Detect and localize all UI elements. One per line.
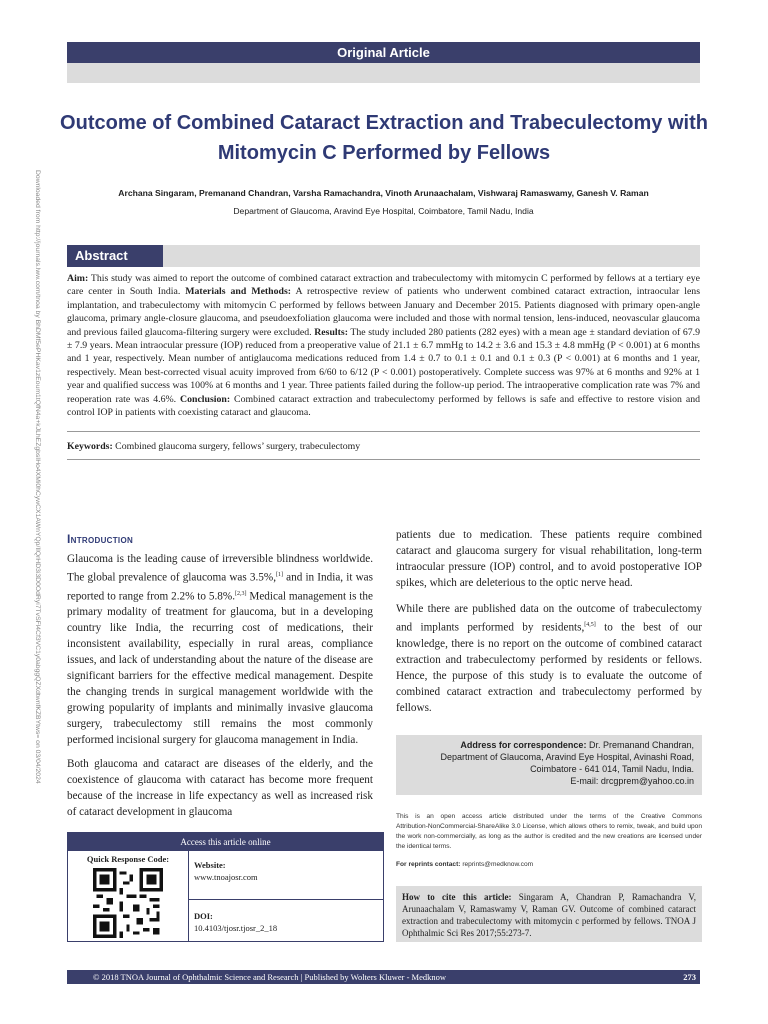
reprints-email[interactable]: reprints@medknow.com (460, 861, 534, 868)
intro-paragraph-2: Both glaucoma and cataract are diseases of the elderly, and the coexistence of glaucoma with cataract has become more frequent because of the increase in life expectancy as well as increased risk of cataract development in glaucoma (67, 758, 373, 819)
results-text: The study included 280 patients (282 eyes) with a mean age ± standard deviation of 67.9 ± 7.9 years. Mean intraocular pressure (IOP) reduced from a preoperative value of 21.1 ± 6.7 mmHg to 14.2 ± 3.6 and 15.3 ± 4.8 mmHg (P < 0.001) at 6 months and 1 year, respectively. Mean number of antiglaucoma medications reduced from 1.4 ± 0.7 to 0.1 ± 0.1 and 0.1 ± 0.3 (P < 0.001) at 6 months and 1 year, respectively. Mean best‑corrected visual acuity improved from 6/60 to 6/12 (P < 0.001) postoperatively. Complete success was 97% at 6 months and 92% at 1 year and qualified success was 100% at 6 months and 1 year. Three patients failed during the follow‑up period. The intraoperative complication rate was 7% and reoperation rate was 4.6%. (67, 326, 701, 405)
correspondence-box (396, 735, 702, 795)
correspondence-name: Dr. Premanand Chandran, (586, 740, 694, 750)
license-text: This is an open access article distributed under the terms of the Creative Commons Attribution‑NonCommercial‑ShareAlike 3.0 License, which allows others to remix, tweak, and build upon the work non‑commercially, as long as the author is credited and the new creations are licensed under the identical terms. (396, 813, 702, 850)
website-link[interactable]: www.tnoajosr.com (194, 872, 258, 882)
intro-p1-part-a: Glaucoma is the leading cause of irreversible blindness worldwide. The global prevalence of glaucoma was 3.5%, (67, 553, 373, 584)
correspondence-email[interactable]: E‑mail: drcgprem@yahoo.co.in (570, 776, 694, 786)
abstract-header (67, 245, 700, 267)
abstract-heading: Abstract (67, 245, 163, 267)
qr-label: Quick Response Code: (86, 854, 170, 864)
ref-1[interactable]: [1] (276, 572, 283, 578)
article-type-banner (67, 42, 700, 63)
article-title: Outcome of Combined Cataract Extraction and Trabeculectomy with Mitomycin C Performed by Fellows (60, 112, 708, 164)
introduction-heading: Introduction (67, 532, 134, 546)
license-notice (396, 812, 702, 870)
correspondence-line-0 (404, 739, 694, 751)
aim-label: Aim: (67, 273, 89, 284)
footer-accent (67, 970, 87, 984)
access-divider (188, 899, 383, 900)
intro-paragraph-3: patients due to medication. These patients require combined cataract and glaucoma surgery for visual rehabilitation, long‑term intraocular pressure (IOP) control, and to avoid postoperative IOP spikes, which are deleterious to the optic nerve head. (396, 529, 702, 589)
cite-label: How to cite this article: (402, 892, 512, 902)
results-label: Results: (314, 326, 348, 338)
website-block (194, 859, 258, 883)
abstract-section (67, 272, 700, 460)
intro-p4-part-a: While there are published data on the outcome of trabeculectomy and implants performed by residents, (396, 603, 702, 634)
intro-paragraph-1 (67, 551, 373, 748)
keywords (67, 431, 700, 453)
article-type: Original Article (337, 45, 430, 60)
reprints-line (396, 860, 702, 870)
conclusion-label: Conclusion: (180, 393, 231, 405)
left-column (67, 531, 373, 828)
citation-box (396, 886, 702, 942)
correspondence-line-1: Department of Glaucoma, Aravind Eye Hospital, Avinashi Road, (440, 752, 694, 762)
methods-label: Materials and Methods: (185, 286, 292, 298)
intro-p4-part-b: to the best of our knowledge, there is no report on the outcome of combined cataract extraction and trabeculectomy performed by residents or fellows. Hence, the purpose of this study is to evaluate the outcome of combined cataract extraction and trabeculectomy performed by fellows. (396, 621, 702, 714)
correspondence-line-2: Coimbatore ‑ 641 014, Tamil Nadu, India. (530, 764, 694, 774)
reprints-label: For reprints contact: (396, 861, 461, 868)
author-list: Archana Singaram, Premanand Chandran, Varsha Ramachandra, Vinoth Arunaachalam, Vishwaraj Ramaswamy, Ganesh V. Raman (118, 188, 649, 198)
qr-area (68, 851, 189, 941)
download-note: Downloaded from http://journals.lww.com/tnoa by BhDMf5ePHKav1zEoum1tQfN4a+kJLhEZgbsIHo4XMi0hCywCX1AWnYQp/IlQrHD3i3D0OdRyi7TvSFl4Cf3VC1y0abggQZXdtwnfKZBYtws= on 03/04/2024 (34, 170, 41, 784)
doi-label: DOI: (194, 911, 213, 921)
access-online-box (67, 832, 384, 942)
ref-2-3[interactable]: [2,3] (235, 590, 247, 597)
intro-paragraph-4 (396, 601, 702, 716)
keywords-label: Keywords: (67, 441, 113, 453)
qr-code[interactable] (93, 868, 163, 938)
page-footer (67, 970, 700, 984)
cite-text: Singaram A, Chandran P, Ramachandra V, Arunaachalam V, Ramaswamy V, Raman GV. Outcome of combined cataract extraction and trabeculectomy with mitomycin c performed by fellows. TNOA J Ophthalmic Sci Res 2017;55:273‑7. (402, 892, 696, 938)
affiliation: Department of Glaucoma, Aravind Eye Hospital, Coimbatore, Tamil Nadu, India (233, 206, 534, 216)
doi-value[interactable]: 10.4103/tjosr.tjosr_2_18 (194, 923, 278, 933)
banner-grey-strip (67, 63, 700, 83)
page-number: 273 (683, 972, 696, 982)
aim-text: This study was aimed to report the outcome of combined cataract extraction and trabeculectomy with mitomycin C performed by fellows at a tertiary eye care center in South India. (67, 273, 700, 298)
access-heading: Access this article online (68, 833, 383, 851)
doi-block (194, 910, 277, 934)
conclusion-text: Combined cataract extraction and trabeculectomy performed by fellows is safe and effective to restore vision and control IOP in patients with coexisting cataract and glaucoma. (67, 393, 700, 419)
ref-4-5[interactable]: [4,5] (584, 622, 596, 628)
intro-p1-part-b: and in India, it was reported to range from 2.2% to 5.8%. (67, 571, 373, 603)
download-watermark (2, 170, 42, 990)
keywords-text: Combined glaucoma surgery, fellows’ surgery, trabeculectomy (112, 441, 361, 453)
website-label: Website: (194, 860, 226, 870)
footer-copyright: © 2018 TNOA Journal of Ophthalmic Science and Research | Published by Wolters Kluwer ‑ Medknow (93, 972, 446, 982)
methods-text: A retrospective review of patients who underwent combined cataract extraction, intraocular lens implantation, and trabeculectomy with mitomycin C performed by fellows between January and December 2015. Patients diagnosed with primary open‑angle glaucoma, primary angle‑closure glaucoma, and pseudoexfoliation glaucoma were included and those with normal tension, lens‑induced, neovascular glaucoma and previous failed glaucoma‑filtering surgery were excluded. (67, 286, 701, 338)
correspondence-label: Address for correspondence: (460, 740, 587, 750)
right-column (396, 527, 702, 724)
intro-p1-part-c: Medical management is the primary modality of treatment for glaucoma, but in a developing country like India, the recurring cost of medications, their inconsistent availability, especially in rural areas, compliance issues, and lack of understanding about the nature of the disease are significant barriers for the effective medical management. Despite the changing trends in surgical management worldwide with the growing popularity of implants and minimally invasive glaucoma surgery, trabeculectomy still remains the most commonly performed incisional surgery for glaucoma management in India. (67, 590, 373, 747)
abstract-body (67, 272, 700, 419)
